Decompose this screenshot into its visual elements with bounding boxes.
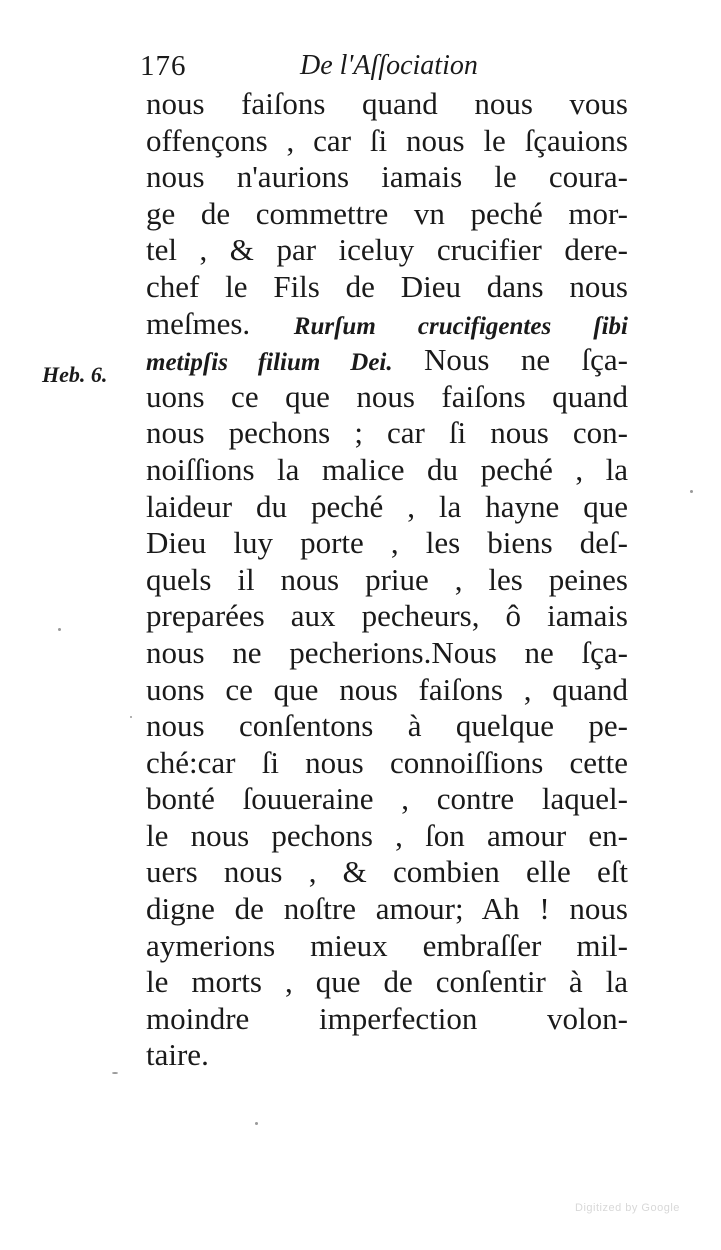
text-line: nous faiſons quand nous vous [146, 86, 628, 121]
margin-note-reference: Heb. 6. [42, 362, 108, 387]
ink-speck [255, 1122, 258, 1125]
text-line: preparées aux pecheurs, ô iamais [146, 598, 628, 634]
text-line: nous ne pecherions.Nous ne ſça- [146, 634, 628, 670]
text-segment: Nous ne ſça- [424, 342, 628, 378]
text-line-final: taire. [146, 1037, 209, 1073]
text-line-latin-start [146, 306, 628, 343]
text-line: laideur du peché , la hayne que [146, 488, 628, 524]
text-line: moindre imperfection volon- [146, 1000, 628, 1036]
text-line: ge de commettre vn peché mor- [146, 195, 628, 231]
text-line: bonté ſouueraine , contre laquel- [146, 781, 628, 817]
text-line: nous conſentons à quelque pe- [146, 708, 628, 744]
text-line-latin-end [146, 342, 628, 379]
digitization-watermark: Digitized by Google [575, 1202, 680, 1214]
text-line: ché:car ſi nous connoiſſions cette [146, 744, 628, 780]
text-line: tel , & par iceluy crucifier dere- [146, 232, 628, 268]
latin-quote-segment: Rurſum crucifigentes ſibi [293, 312, 629, 340]
text-line: chef le Fils de Dieu dans nous [146, 268, 628, 304]
ink-speck [112, 1072, 118, 1074]
ink-speck [690, 490, 693, 493]
text-line: uers nous , & combien elle eſt [146, 854, 628, 890]
text-line: le nous pechons , ſon amour en- [146, 817, 628, 853]
text-line: Dieu luy porte , les biens deſ- [146, 525, 628, 561]
text-line: offençons , car ſi nous le ſçauions [146, 122, 628, 158]
ink-speck [58, 628, 61, 631]
text-line: aymerions mieux embraſſer mil- [146, 927, 628, 963]
text-line: digne de noſtre amour; Ah ! nous [146, 891, 628, 927]
page-number: 176 [140, 50, 187, 82]
page-header [140, 44, 560, 88]
running-head: De l'Aſſociation [300, 50, 478, 81]
text-line: quels il nous priue , les peines [146, 561, 628, 597]
text-line: nous n'aurions iamais le coura- [146, 159, 628, 195]
text-line: uons ce que nous faiſons , quand [146, 671, 628, 707]
ink-speck [130, 716, 132, 718]
text-line: nous pechons ; car ſi nous con- [146, 415, 628, 451]
latin-quote-segment: metipſis filium Dei. [146, 349, 393, 377]
body-text [146, 86, 628, 1074]
text-segment: meſmes. [146, 305, 251, 341]
text-line: le morts , que de conſentir à la [146, 964, 628, 1000]
text-line: uons ce que nous faiſons quand [146, 378, 628, 414]
text-line: noiſſions la malice du peché , la [146, 451, 628, 487]
